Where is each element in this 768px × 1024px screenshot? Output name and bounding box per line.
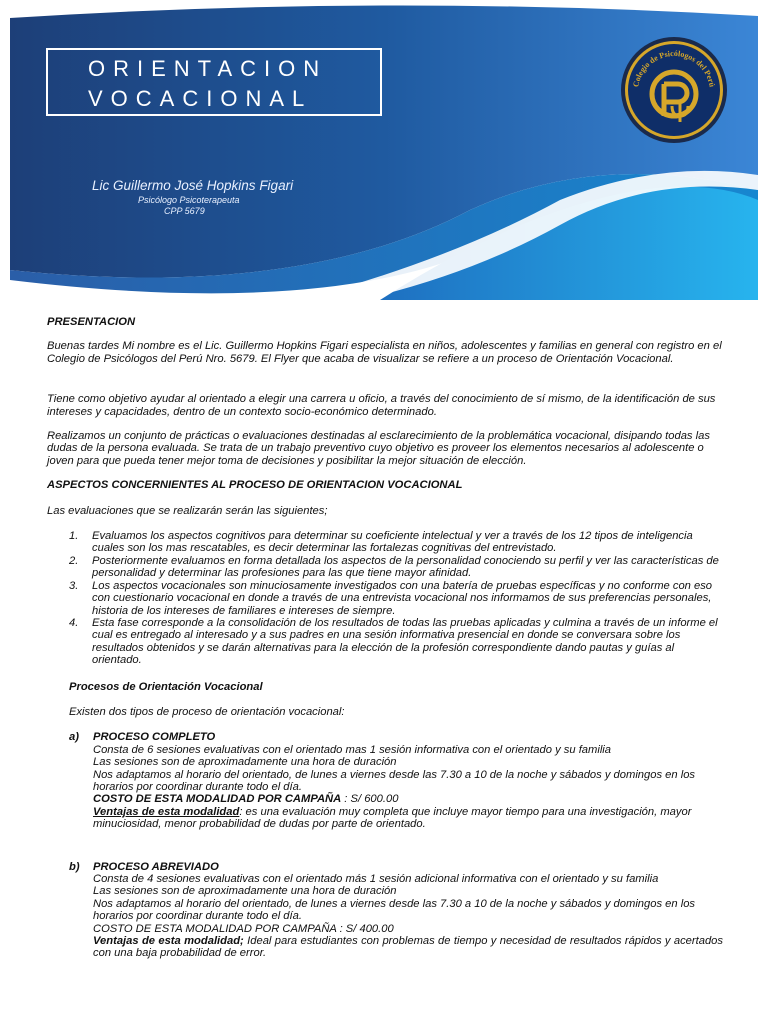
proceso-a-horario: Nos adaptamos al horario del orientado, de lunes a viernes desde las 7.30 a 10 de la noche y sábados y domingos en los horarios por coordinar durante todo el día. — [93, 768, 696, 793]
paragraph-practicas: Realizamos un conjunto de prácticas o evaluaciones destinadas al esclarecimiento de la problemática vocacional, disipando todas las dudas de la persona evaluada. Se trata de un trabajo preventivo cuyo objetivo es proveer los elementos necesarios al adolescente o joven para que pueda tener mejor toma de decisiones y posibilitar la mejor situación de elección. — [47, 430, 710, 467]
author-cpp: CPP 5679 — [164, 206, 205, 216]
paragraph-intro: Buenas tardes Mi nombre es el Lic. Guillermo Hopkins Figari especialista en niños, adolescentes y familias en general con registro en el Colegio de Psicólogos del Perú Nro. 5679. El Flyer que acaba de visualizar se refiere a un proceso de Orientación Vocacional. — [47, 340, 722, 365]
list-item: 2. Posteriormente evaluamos en forma detallada los aspectos de la personalidad conociendo su perfil y ver las características de personalidad y determinar las profesiones para las que tiene mayor afinidad. — [69, 554, 719, 580]
logo-text: Colegio de Psicólogos del Perú — [631, 48, 717, 88]
proceso-b-costo: COSTO DE ESTA MODALIDAD POR CAMPAÑA : S/ 400.00 — [93, 922, 394, 935]
author-credentials — [138, 195, 240, 217]
heading-presentacion: PRESENTACION — [47, 316, 136, 328]
proceso-b-ventajas: Ventajas de esta modalidad; Ideal para estudiantes con problemas de tiempo y necesidad de resultados rápidos y acertados con una baja probabilidad de error. — [93, 935, 723, 960]
author-role: Psicólogo Psicoterapeuta — [138, 195, 240, 205]
evaluaciones-intro: Las evaluaciones que se realizarán serán las siguientes; — [47, 504, 328, 517]
proceso-b-horario: Nos adaptamos al horario del orientado, de lunes a viernes desde las 7.30 a 10 de la noche y sábados y domingos en los horarios por coordinar durante todo el día. — [93, 897, 696, 923]
list-item: 1. Evaluamos los aspectos cognitivos para determinar su coeficiente intelectual y ver a través de los 12 tipos de inteligencia cuales son los mas rescatables, es decir determinar las fortalezas cognitivas del entrevistado. — [69, 530, 693, 555]
proceso-a-label: a) — [69, 731, 79, 744]
document-body — [47, 316, 723, 960]
paragraph-objetivo: Tiene como objetivo ayudar al orientado a elegir una carrera u oficio, a través del conocimiento de sí mismo, de la identificación de sus intereses y capacidades, dentro de un contexto socio-económico determinado. — [47, 393, 716, 418]
list-item: 4. Esta fase corresponde a la consolidación de los resultados de todas las pruebas aplicadas y culmina a través de un informe el cual es entregado al interesado y a sus padres en una sesión informativa presencial en donde se conversara sobre los resultados obtenidos y se darán alternativas para la elección de la profesión correspondiente dando pautas y guías al orientado. — [69, 616, 718, 667]
title-line-2: VOCACIONAL — [88, 86, 313, 111]
colegio-psicologos-logo — [620, 36, 728, 144]
list-item: 3. Los aspectos vocacionales son minuciosamente investigados con una batería de pruebas específicas y no conforme con eso con cuestionario vocacional en donde a través de una entrevista vocacional nos informamos de sus preferencias personales, historia de los intereses de familiares e intereses de siempre. — [69, 579, 713, 617]
proceso-b-duracion: Las sesiones son de aproximadamente una hora de duración — [93, 885, 397, 898]
proceso-b-sesiones: Consta de 4 sesiones evaluativas con el orientado más 1 sesión adicional informativa con el orientado y su familia — [93, 873, 659, 885]
proceso-b-label: b) — [69, 860, 80, 873]
title-frame — [46, 48, 382, 116]
proceso-a-duracion: Las sesiones son de aproximadamente una hora de duración — [93, 756, 397, 769]
procesos-intro: Existen dos tipos de proceso de orientación vocacional: — [69, 705, 345, 718]
heading-procesos: Procesos de Orientación Vocacional — [69, 680, 263, 693]
proceso-a-ventajas: Ventajas de esta modalidad: es una evaluación muy completa que incluye mayor tiempo para una investigación, mayor minuciosidad, menor probabilidad de dudas por parte de orientado. — [93, 805, 692, 831]
title-line-1: ORIENTACION — [88, 56, 328, 81]
header-banner — [0, 0, 768, 300]
proceso-completo — [47, 731, 723, 830]
proceso-a-title: PROCESO COMPLETO — [93, 731, 216, 744]
heading-aspectos: ASPECTOS CONCERNIENTES AL PROCESO DE ORIENTACION VOCACIONAL — [47, 479, 463, 492]
proceso-a-sesiones: Consta de 6 sesiones evaluativas con el orientado mas 1 sesión informativa con el orientado y su familia — [93, 743, 612, 756]
proceso-abreviado — [47, 861, 723, 960]
evaluaciones-list — [47, 530, 723, 666]
proceso-b-title: PROCESO ABREVIADO — [93, 860, 219, 873]
author-name: Lic Guillermo José Hopkins Figari — [92, 178, 294, 193]
proceso-a-costo: COSTO DE ESTA MODALIDAD POR CAMPAÑA : S/ 600.00 — [93, 793, 399, 806]
